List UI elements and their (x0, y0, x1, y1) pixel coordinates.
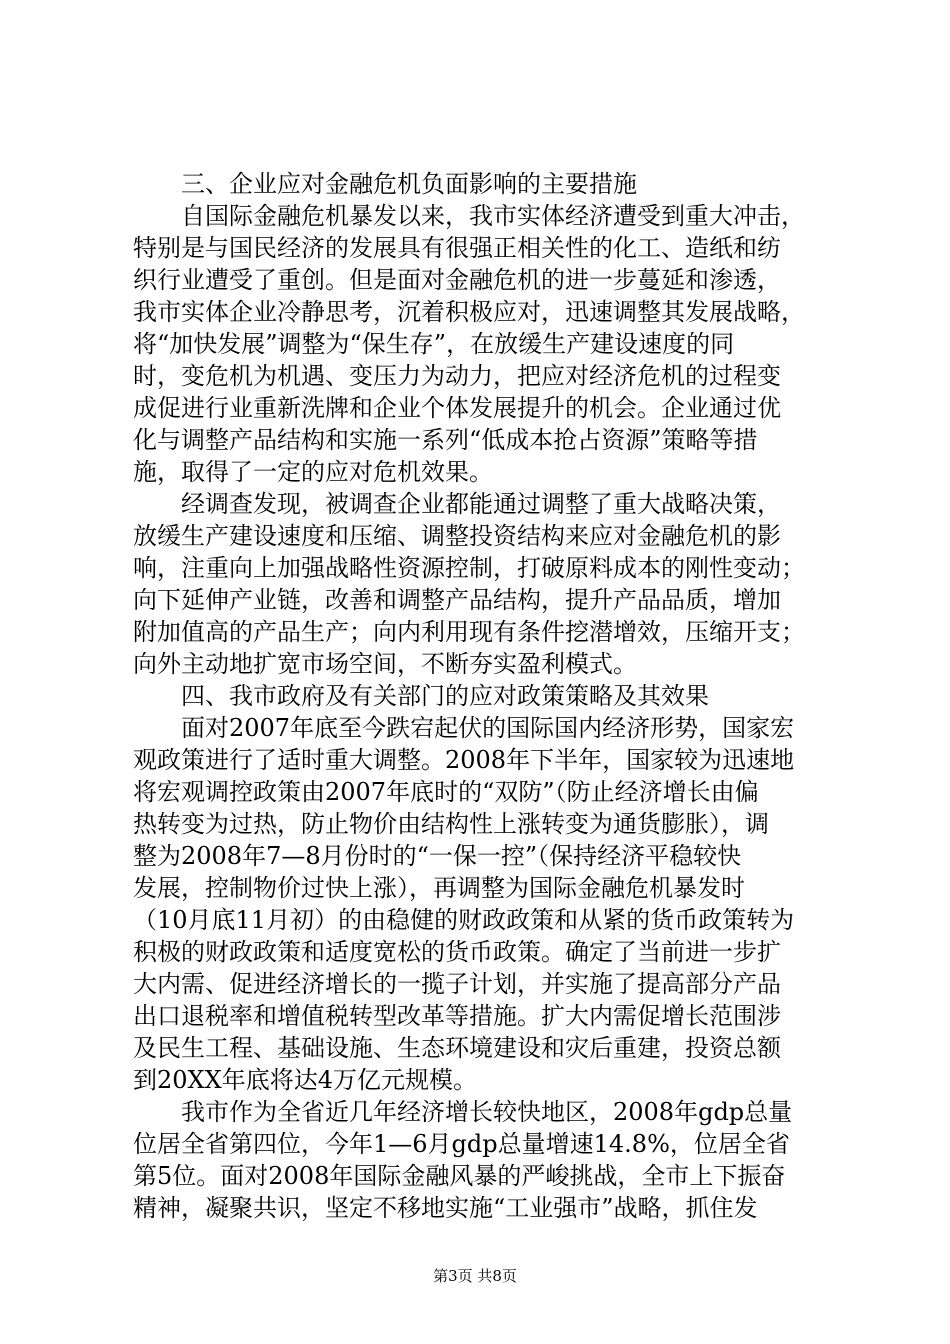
text-line: 第5位。面对2008年国际金融风暴的严峻挑战，全市上下振奋 (133, 1162, 786, 1190)
text-line: 施，取得了一定的应对危机效果。 (133, 458, 493, 486)
text-line: 经调查发现，被调查企业都能通过调整了重大战略决策， (181, 490, 781, 518)
text-line: 热转变为过热，防止物价由结构性上涨转变为通货膨胀），调 (133, 810, 769, 838)
text-line: 成促进行业重新洗牌和企业个体发展提升的机会。企业通过优 (133, 394, 781, 422)
text-line: 精神，凝聚共识，坚定不移地实施“工业强市”战略，抓住发 (133, 1194, 758, 1222)
text-line: 观政策进行了适时重大调整。2008年下半年，国家较为迅速地 (133, 746, 795, 774)
text-line: 我市实体企业冷静思考，沉着积极应对，迅速调整其发展战略， (133, 298, 805, 326)
text-line: 整为2008年7—8月份时的“一保一控”（保持经济平稳较快 (133, 842, 742, 870)
text-line: 到20XX年底将达4万亿元规模。 (133, 1066, 477, 1094)
text-line: 面对2007年底至今跌宕起伏的国际国内经济形势，国家宏 (181, 714, 795, 742)
text-line: 向下延伸产业链，改善和调整产品结构，提升产品品质，增加 (133, 586, 781, 614)
text-line: 化与调整产品结构和实施一系列“低成本抢占资源”策略等措 (133, 426, 758, 454)
text-line: 出口退税率和增值税转型改革等措施。扩大内需促增长范围涉 (133, 1002, 781, 1030)
text-line: 将宏观调控政策由2007年底时的“双防”（防止经济增长由偏 (133, 778, 759, 806)
text-line: 四、我市政府及有关部门的应对政策策略及其效果 (181, 682, 709, 710)
text-line: 向外主动地扩宽市场空间，不断夯实盈利模式。 (133, 650, 637, 678)
document-body (133, 168, 829, 1224)
text-line: 放缓生产建设速度和压缩、调整投资结构来应对金融危机的影 (133, 522, 781, 550)
text-line: 积极的财政政策和适度宽松的货币政策。确定了当前进一步扩 (133, 938, 781, 966)
text-line: 及民生工程、基础设施、生态环境建设和灾后重建，投资总额 (133, 1034, 781, 1062)
text-line: 附加值高的产品生产；向内利用现有条件挖潜增效，压缩开支； (133, 618, 805, 646)
text-line: 响，注重向上加强战略性资源控制，打破原料成本的刚性变动； (133, 554, 805, 582)
page-number-footer: 第3页 共8页 (433, 1267, 517, 1285)
text-line: 发展，控制物价过快上涨），再调整为国际金融危机暴发时 (133, 874, 745, 902)
text-line: 特别是与国民经济的发展具有很强正相关性的化工、造纸和纺 (133, 234, 781, 262)
text-line: 我市作为全省近几年经济增长较快地区，2008年gdp总量 (181, 1098, 793, 1126)
text-line: 位居全省第四位，今年1—6月gdp总量增速14.8%，位居全省 (133, 1130, 790, 1158)
text-line: 大内需、促进经济增长的一揽子计划，并实施了提高部分产品 (133, 970, 781, 998)
text-line: 织行业遭受了重创。但是面对金融危机的进一步蔓延和渗透， (133, 266, 781, 294)
text-line: 自国际金融危机暴发以来，我市实体经济遭受到重大冲击， (181, 202, 805, 230)
text-line: 时，变危机为机遇、变压力为动力，把应对经济危机的过程变 (133, 362, 781, 390)
text-line: 三、企业应对金融危机负面影响的主要措施 (181, 170, 637, 198)
text-line: 将“加快发展”调整为“保生存”，在放缓生产建设速度的同 (133, 330, 735, 358)
text-line: （10月底11月初）的由稳健的财政政策和从紧的货币政策转为 (133, 906, 795, 934)
